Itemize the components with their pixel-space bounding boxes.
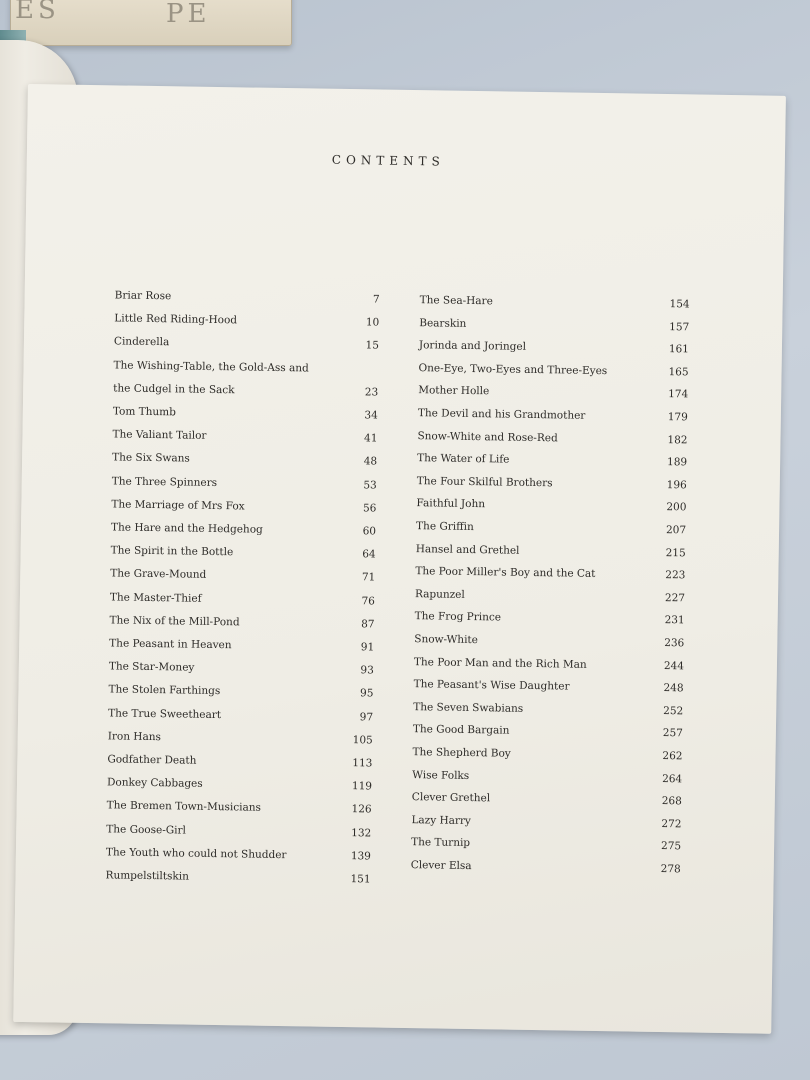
contents-page <box>13 84 786 1034</box>
entry-title: Jorinda and Joringel <box>418 339 527 354</box>
entry-title: The Star-Money <box>108 660 195 674</box>
contents-entry <box>111 517 376 541</box>
entry-page-number: 157 <box>669 320 690 334</box>
entry-page-number: 189 <box>666 456 688 469</box>
contents-entry <box>108 703 373 727</box>
background-book <box>10 0 292 46</box>
contents-entry <box>113 378 378 402</box>
entry-title: The True Sweetheart <box>108 706 222 721</box>
entry-page-number: 71 <box>361 571 376 584</box>
entry-title: The Six Swans <box>112 451 190 465</box>
entry-page-number: 97 <box>359 710 374 724</box>
entry-page-number: 95 <box>359 687 374 700</box>
entry-title: The Three Spinners <box>111 474 218 489</box>
entry-title: Clever Elsa <box>410 859 472 873</box>
entry-title: Wise Folks <box>412 768 470 782</box>
entry-title: The Wishing-Table, the Gold-Ass and <box>113 358 309 375</box>
entry-title: The Good Bargain <box>412 723 510 738</box>
contents-entry <box>418 403 688 427</box>
entry-page-number: 196 <box>666 478 687 492</box>
entry-title: The Bremen Town-Musicians <box>106 799 262 815</box>
contents-entry <box>109 657 374 681</box>
entry-page-number: 93 <box>360 664 374 677</box>
contents-column-left <box>105 285 380 886</box>
entry-page-number: 223 <box>665 569 686 582</box>
entry-page-number: 161 <box>668 343 690 356</box>
contents-entry <box>108 680 373 704</box>
contents-entry <box>412 787 682 811</box>
contents-entry <box>417 471 687 495</box>
contents-entry <box>415 561 685 585</box>
entry-page-number: 53 <box>363 478 377 492</box>
entry-title: The Stolen Farthings <box>108 683 221 698</box>
contents-entry <box>109 610 374 634</box>
entry-page-number: 231 <box>664 614 685 627</box>
entry-title: Iron Hans <box>107 730 162 743</box>
contents-entry <box>107 773 372 797</box>
contents-entry <box>411 855 681 879</box>
entry-page-number: 252 <box>663 704 684 718</box>
entry-page-number: 174 <box>668 388 689 401</box>
contents-entry <box>112 425 377 449</box>
contents-entry <box>114 309 379 333</box>
contents-entry <box>416 539 686 563</box>
contents-entry <box>418 381 688 405</box>
entry-page-number: 179 <box>667 411 688 424</box>
entry-title: Hansel and Grethel <box>415 542 520 557</box>
contents-entry <box>110 564 375 588</box>
contents-entry <box>111 494 376 518</box>
contents-entry <box>113 355 378 379</box>
entry-page-number: 139 <box>350 849 372 863</box>
contents-entry <box>416 516 686 540</box>
contents-entry <box>105 865 370 889</box>
entry-title: The Poor Miller's Boy and the Cat <box>415 565 596 581</box>
entry-title: The Valiant Tailor <box>112 428 207 443</box>
entry-page-number: 76 <box>361 594 376 608</box>
contents-entry <box>107 796 372 820</box>
entry-title: The Frog Prince <box>414 610 502 624</box>
entry-page-number: 244 <box>663 659 685 672</box>
entry-page-number: 182 <box>667 433 688 446</box>
entry-title: The Master-Thief <box>109 590 202 605</box>
entry-page-number: 132 <box>351 826 372 840</box>
entry-page-number: 105 <box>352 733 373 747</box>
entry-page-number: 56 <box>362 502 377 515</box>
entry-title: The Spirit in the Bottle <box>110 544 234 559</box>
entry-title: The Goose-Girl <box>106 822 187 837</box>
contents-entry <box>415 584 685 608</box>
entry-page-number: 227 <box>664 591 686 605</box>
entry-page-number: 7 <box>372 293 380 306</box>
entry-title: Tom Thumb <box>112 405 176 419</box>
contents-entry <box>419 290 689 314</box>
entry-title: the Cudgel in the Sack <box>113 382 235 397</box>
contents-entry <box>112 448 377 472</box>
contents-entry <box>414 652 684 676</box>
entry-page-number: 165 <box>668 365 689 379</box>
contents-entry <box>106 842 371 866</box>
entry-title: Godfather Death <box>107 753 197 767</box>
entry-title: The Marriage of Mrs Fox <box>111 498 245 513</box>
contents-entry <box>411 833 681 857</box>
contents-entry <box>416 494 686 518</box>
entry-page-number: 215 <box>665 546 686 559</box>
entry-page-number: 207 <box>665 524 687 537</box>
contents-column-right <box>410 290 690 876</box>
contents-entry <box>412 742 682 766</box>
entry-page-number: 275 <box>660 840 682 853</box>
entry-page-number: 113 <box>352 757 373 770</box>
contents-entry <box>113 401 378 425</box>
entry-title: The Water of Life <box>417 452 510 466</box>
entry-title: Cinderella <box>113 335 170 349</box>
entry-title: Mother Holle <box>418 384 490 398</box>
entry-title: Rumpelstiltskin <box>105 869 190 883</box>
contents-entry <box>419 335 689 359</box>
contents-entry <box>415 607 685 631</box>
entry-page-number: 41 <box>364 432 378 445</box>
entry-title: The Shepherd Boy <box>412 746 511 760</box>
entry-title: Briar Rose <box>114 289 172 303</box>
entry-page-number: 126 <box>351 803 372 816</box>
entry-page-number: 10 <box>365 316 380 329</box>
contents-entry <box>414 629 684 653</box>
contents-entry <box>109 633 374 657</box>
entry-title: Snow-White <box>414 633 479 647</box>
entry-title: The Peasant's Wise Daughter <box>413 678 570 693</box>
entry-title: Snow-White and Rose-Red <box>417 429 558 444</box>
contents-entry <box>114 332 379 356</box>
entry-page-number: 64 <box>362 548 376 561</box>
entry-page-number: 23 <box>364 386 379 399</box>
contents-entry <box>417 426 687 450</box>
entry-title: One-Eye, Two-Eyes and Three-Eyes <box>418 361 608 377</box>
entry-page-number: 87 <box>361 618 375 631</box>
contents-entry <box>112 471 377 495</box>
entry-page-number: 278 <box>660 863 681 876</box>
entry-page-number: 154 <box>669 298 690 311</box>
entry-page-number: 262 <box>662 750 683 763</box>
entry-page-number: 48 <box>363 455 378 468</box>
entry-title: Donkey Cabbages <box>106 776 203 791</box>
entry-page-number: 119 <box>351 780 373 793</box>
entry-page-number: 200 <box>666 501 687 514</box>
spine-letters-right: PE <box>166 0 211 29</box>
entry-page-number: 91 <box>360 641 375 654</box>
entry-page-number: 272 <box>661 817 682 831</box>
entry-title: The Peasant in Heaven <box>109 637 232 652</box>
spine-letters-left: ES <box>15 0 60 25</box>
entry-title: The Seven Swabians <box>413 700 524 715</box>
contents-entry <box>108 726 373 750</box>
contents-entry <box>107 749 372 773</box>
entry-title: The Poor Man and the Rich Man <box>413 655 587 671</box>
contents-entry <box>412 765 682 789</box>
entry-title: The Griffin <box>416 520 474 534</box>
contents-entry <box>418 358 688 382</box>
entry-title: The Turnip <box>411 836 471 850</box>
entry-page-number: 248 <box>663 682 684 695</box>
entry-title: Little Red Riding-Hood <box>114 312 238 327</box>
entry-title: The Youth who could not Shudder <box>105 846 287 861</box>
contents-entry <box>115 285 380 309</box>
entry-title: The Hare and the Hedgehog <box>110 521 263 536</box>
entry-title: Rapunzel <box>414 587 465 601</box>
contents-entry <box>419 313 689 337</box>
entry-page-number: 236 <box>664 637 685 650</box>
contents-entry <box>413 720 683 744</box>
entry-title: The Nix of the Mill-Pond <box>109 614 240 629</box>
entry-title: Lazy Harry <box>411 813 471 827</box>
entry-title: The Four Skilful Brothers <box>416 474 553 490</box>
entry-page-number: 15 <box>365 339 380 352</box>
contents-entry <box>417 448 687 472</box>
entry-page-number: 34 <box>364 409 378 422</box>
contents-entry <box>106 819 371 843</box>
page-title: CONTENTS <box>331 152 445 169</box>
entry-title: Bearskin <box>419 316 467 330</box>
entry-title: The Sea-Hare <box>419 294 493 308</box>
entry-page-number: 257 <box>662 727 683 740</box>
entry-title: Clever Grethel <box>411 791 491 805</box>
entry-title: The Grave-Mound <box>110 567 207 582</box>
entry-page-number: 60 <box>362 525 377 538</box>
entry-title: The Devil and his Grandmother <box>417 407 586 422</box>
entry-title: Faithful John <box>416 497 486 511</box>
contents-entry <box>413 674 683 698</box>
entry-page-number: 264 <box>662 772 683 785</box>
contents-entry <box>413 697 683 721</box>
entry-page-number: 268 <box>661 795 682 808</box>
contents-entry <box>411 810 681 834</box>
entry-page-number: 151 <box>350 873 371 886</box>
contents-entry <box>111 541 376 565</box>
contents-entry <box>110 587 375 611</box>
